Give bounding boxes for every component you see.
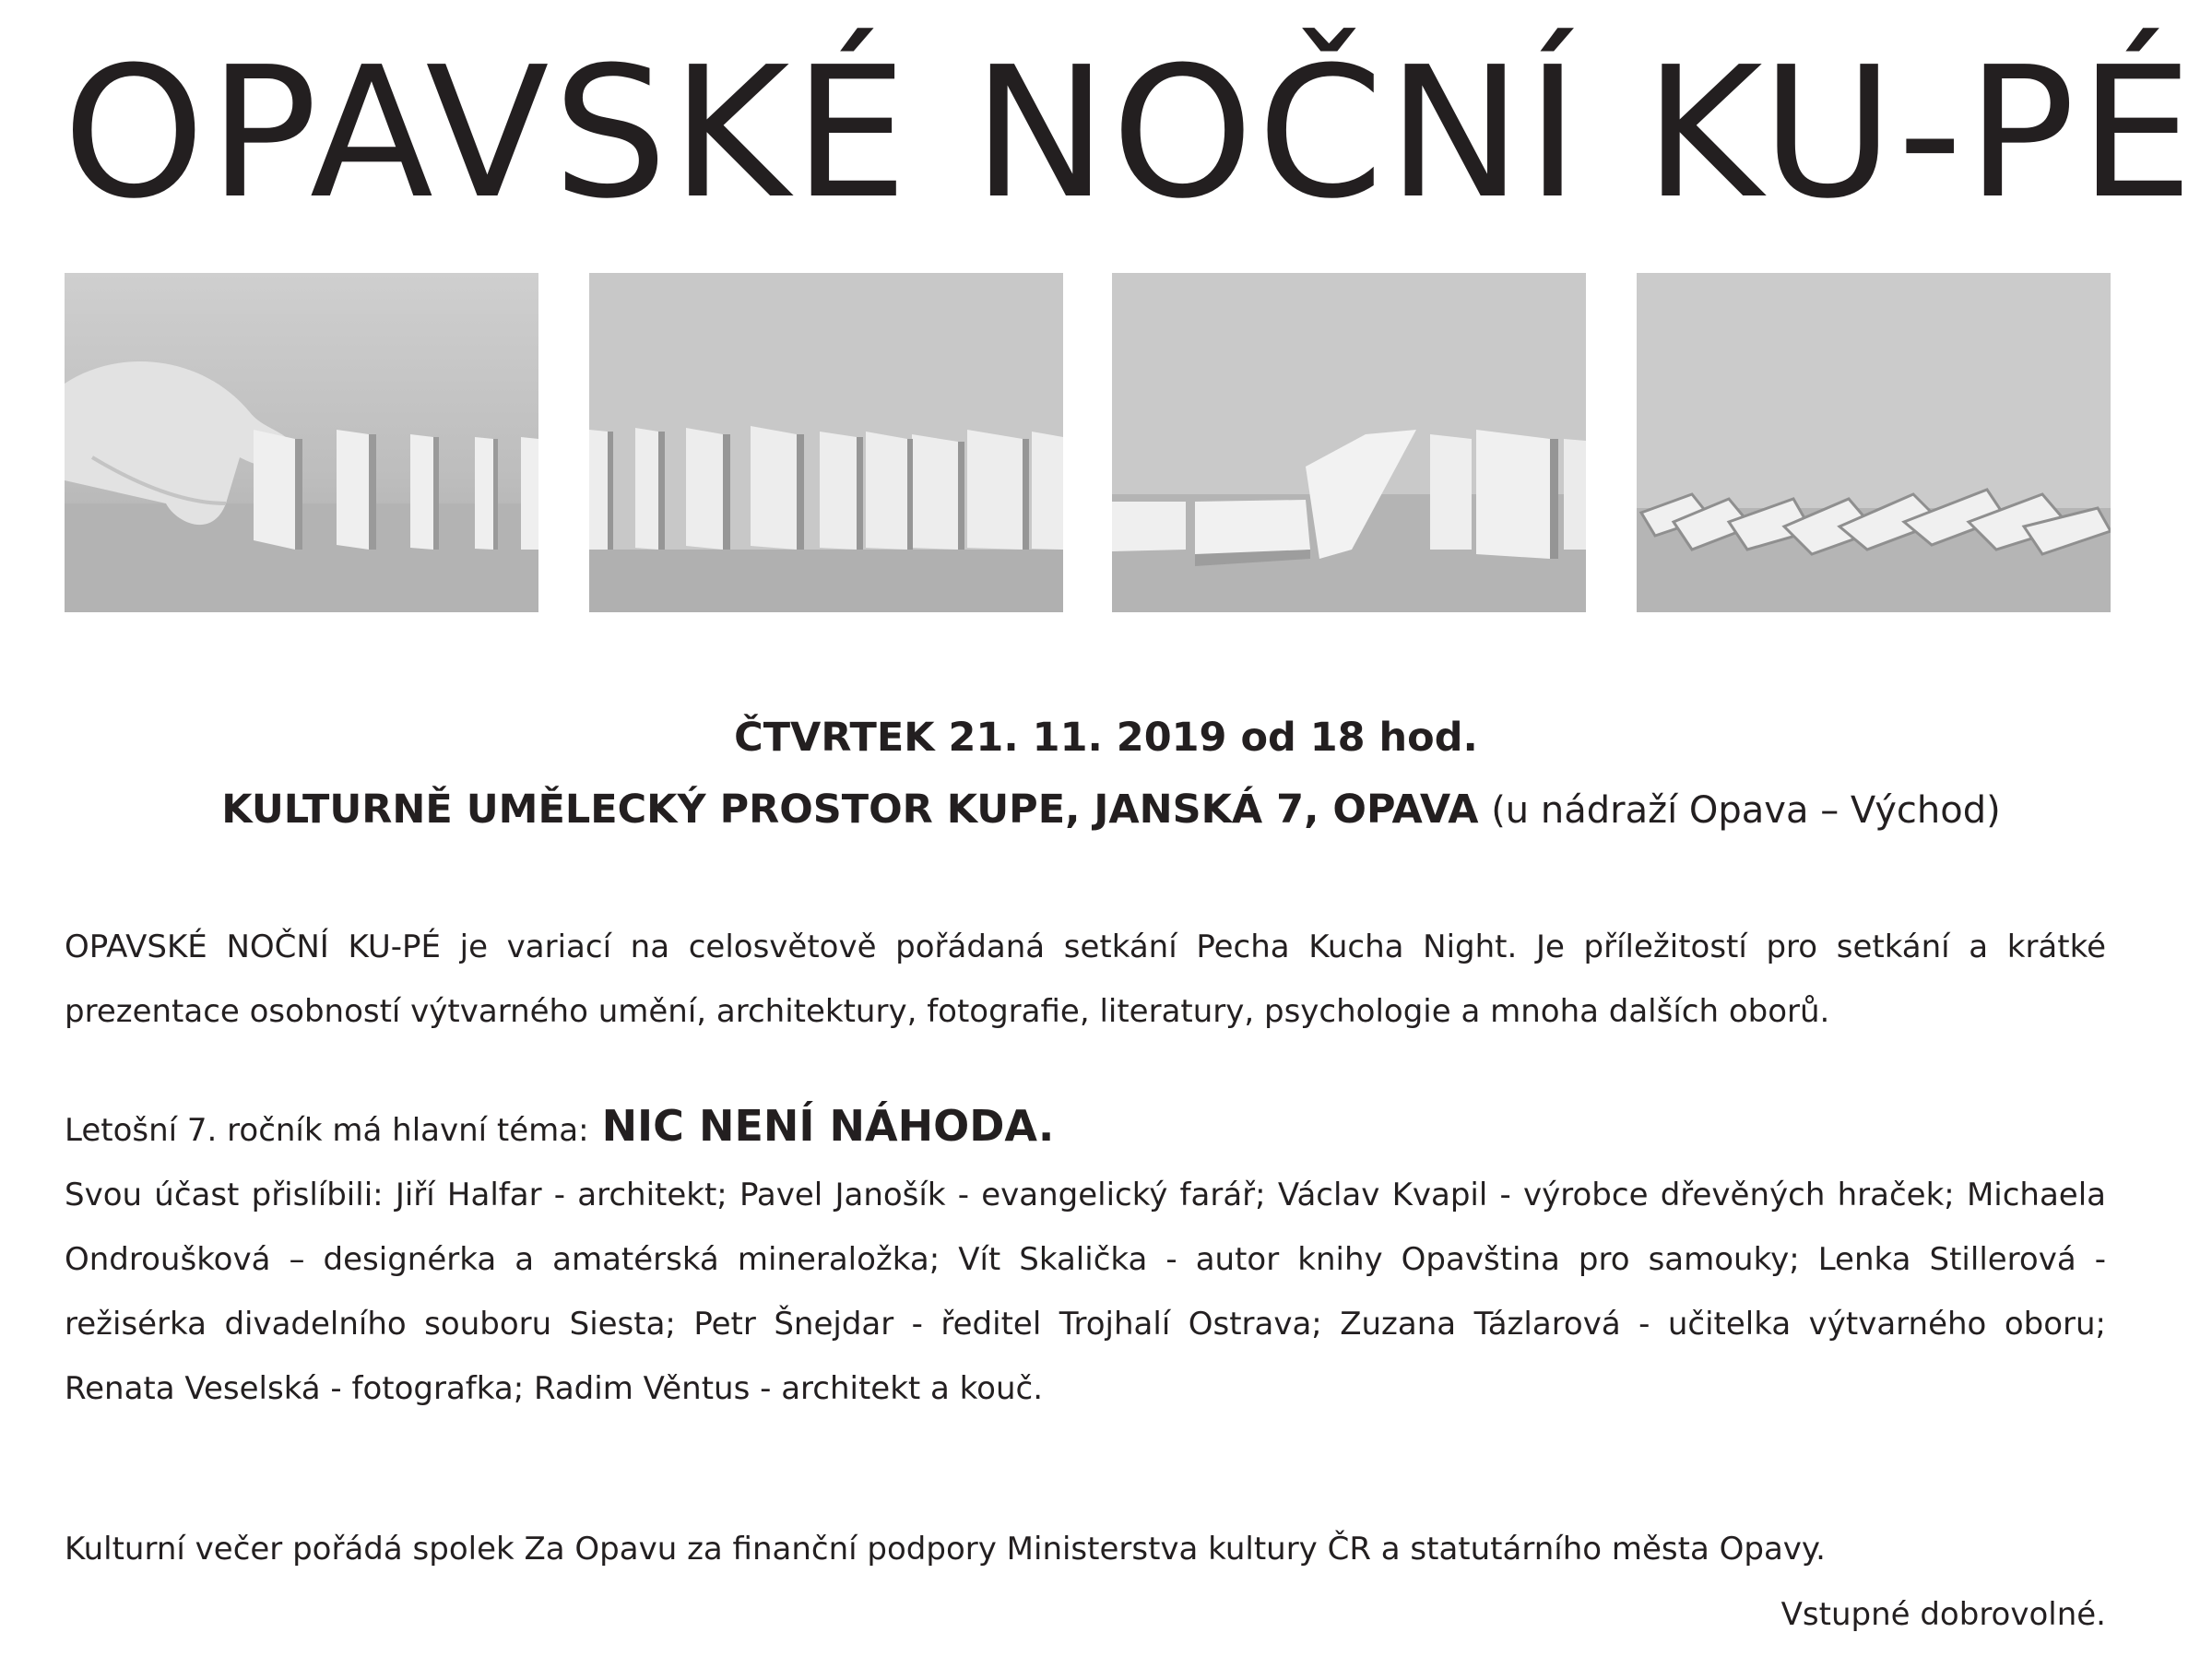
entry-note: Vstupné dobrovolné. — [1780, 1596, 2106, 1633]
poster-title: OPAVSKÉ NOČNÍ KU-PÉ — [63, 29, 2197, 239]
organizer-note: Kulturní večer pořádá spolek Za Opavu za finanční podpory Ministerstva kultury ČR a statutárního města Opavy. — [65, 1531, 1826, 1568]
theme-label: Letošní 7. ročník má hlavní téma: — [65, 1112, 589, 1149]
event-date: ČTVRTEK 21. 11. 2019 od 18 hod. — [734, 715, 1478, 761]
intro-paragraph: OPAVSKÉ NOČNÍ KU-PÉ je variací na celosvětově pořádaná setkání Pecha Kucha Night. Je příležitostí pro setkání a krátké prezentace osobností výtvarného umění, architektury, fotografie, literatury, psychologie a mnoha dalších oborů. — [65, 929, 2106, 1030]
domino-falling-photo — [1112, 273, 1586, 612]
theme-value: NIC NENÍ NÁHODA. — [601, 1101, 1055, 1151]
event-venue: KULTURNĚ UMĚLECKÝ PROSTOR KUPE, JANSKÁ 7, OPAVA — [221, 787, 1479, 833]
event-place — [65, 782, 2158, 838]
event-place-note: (u nádraží Opava – Východ) — [1491, 789, 2001, 832]
domino-hand-photo — [65, 273, 538, 612]
speakers-list: Svou účast přislíbili: Jiří Halfar - architekt; Pavel Janošík - evangelický farář; Václav Kvapil - výrobce dřevěných hraček; Michaela Ondroušková – designérka a amatérská mineraložka; Vít Skalička - autor knihy Opavština pro samouky; Lenka Stillerová - režisérka divadelního souboru Siesta; Petr Šnejdar - ředitel Trojhalí Ostrava; Zuzana Tázlarová - učitelka výtvarného oboru; Renata Veselská - fotografka; Radim Věntus - architekt a kouč. — [65, 1177, 2106, 1407]
domino-standing-photo — [589, 273, 1063, 612]
domino-fallen-photo — [1637, 273, 2111, 612]
theme-line — [65, 1094, 2106, 1163]
program-paragraph — [65, 1094, 2106, 1421]
